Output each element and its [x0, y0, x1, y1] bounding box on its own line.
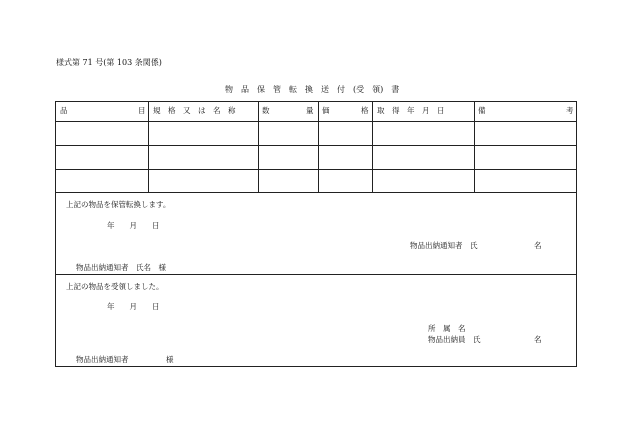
header-acquired-date: 取 得 年 月 日 [377, 106, 445, 115]
header-item-left: 品 [60, 106, 68, 115]
transfer-statement: 上記の物品を保管転換します。 [66, 200, 171, 209]
row-divider [56, 169, 576, 170]
header-price-left: 価 [322, 106, 330, 115]
column-divider [372, 102, 373, 193]
header-spec-name: 規 格 又 は 名 称 [153, 106, 236, 115]
table-bottom-divider [56, 192, 576, 193]
receipt-affiliation-label: 所 属 名 [428, 324, 466, 333]
receipt-date: 年 月 日 [107, 302, 160, 311]
transfer-notifier-label: 物品出納通知者 氏 [410, 241, 478, 250]
receipt-statement: 上記の物品を受領しました。 [66, 282, 164, 291]
header-price-right: 格 [361, 106, 369, 115]
form-number: 様式第 71 号(第 103 条関係) [56, 58, 162, 67]
transfer-recipient: 物品出納通知者 氏名 様 [76, 263, 166, 272]
form-box [55, 101, 577, 367]
section-divider [56, 274, 576, 275]
row-divider [56, 145, 576, 146]
document-title: 物 品 保 管 転 換 送 付 (受 領) 書 [225, 85, 400, 94]
header-qty-left: 数 [262, 106, 270, 115]
header-divider [56, 121, 576, 122]
column-divider [148, 102, 149, 193]
receipt-clerk-label: 物品出納員 氏 [428, 335, 481, 344]
header-qty-right: 量 [306, 106, 314, 115]
transfer-notifier-suffix: 名 [534, 241, 542, 250]
column-divider [474, 102, 475, 193]
header-remarks-left: 備 [478, 106, 486, 115]
header-item-right: 目 [138, 106, 146, 115]
receipt-recipient-label: 物品出納通知者 [76, 355, 129, 364]
receipt-recipient-suffix: 様 [166, 355, 174, 364]
column-divider [258, 102, 259, 193]
transfer-date: 年 月 日 [107, 221, 160, 230]
receipt-clerk-suffix: 名 [534, 335, 542, 344]
header-remarks-right: 考 [566, 106, 574, 115]
column-divider [318, 102, 319, 193]
